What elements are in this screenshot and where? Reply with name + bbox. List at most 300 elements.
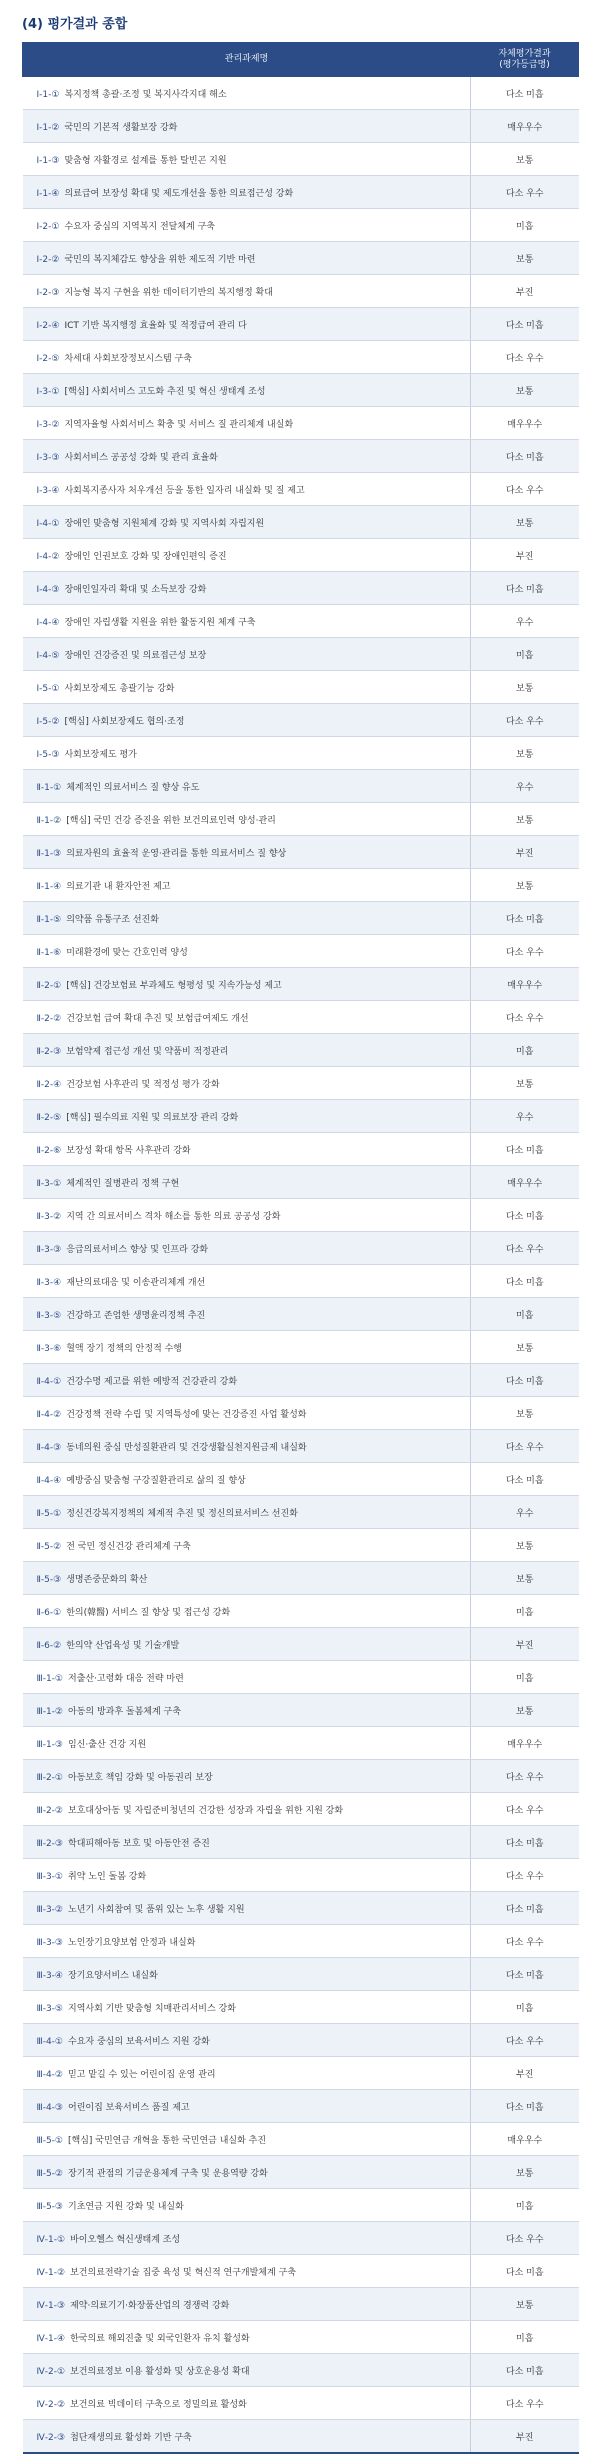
task-code: Ⅱ-3-④ (36, 1277, 62, 1288)
task-name: [핵심] 건강보험료 부과체도 형평성 및 지속가능성 제고 (66, 980, 282, 991)
grade-cell: 부진 (471, 1628, 579, 1661)
task-cell (23, 110, 471, 143)
task-cell (23, 1892, 471, 1925)
task-name: ICT 기반 복지행정 효율화 및 적정급여 관리 다 (64, 320, 247, 331)
task-cell (23, 2420, 471, 2454)
task-name: 바이오헬스 혁신생태계 조성 (70, 2234, 181, 2245)
table-row (23, 2090, 579, 2123)
task-cell (23, 1793, 471, 1826)
task-cell (23, 770, 471, 803)
table-row (23, 1331, 579, 1364)
task-cell (23, 737, 471, 770)
task-cell (23, 2321, 471, 2354)
task-name: 정신건강복지정책의 체계적 추진 및 정신의료서비스 선진화 (66, 1508, 298, 1519)
grade-cell: 미흡 (471, 1298, 579, 1331)
table-row (23, 1100, 579, 1133)
task-code: Ⅱ-3-⑤ (36, 1310, 62, 1321)
task-code: Ⅲ-1-① (36, 1673, 63, 1684)
table-row (23, 1463, 579, 1496)
task-name: 보호대상아동 및 자립준비청년의 건강한 성장과 자립을 위한 지원 강화 (68, 1805, 344, 1816)
task-cell (23, 2255, 471, 2288)
task-cell (23, 1067, 471, 1100)
table-row (23, 2024, 579, 2057)
task-cell (23, 572, 471, 605)
task-name: 보건의료정보 이용 활성화 및 상호운용성 확대 (70, 2366, 250, 2377)
task-name: 응급의료서비스 향상 및 인프라 강화 (66, 1244, 209, 1255)
task-name: 보건의료전략기술 집중 육성 및 혁신적 연구개발체계 구축 (70, 2267, 296, 2278)
grade-cell: 보통 (471, 2288, 579, 2321)
task-name: 한국의료 해외진출 및 외국인환자 유치 활성화 (70, 2333, 250, 2344)
task-cell (23, 638, 471, 671)
grade-cell: 다소 미흡 (471, 1133, 579, 1166)
table-row (23, 2123, 579, 2156)
table-row (23, 1166, 579, 1199)
task-code: Ⅳ-1-① (36, 2234, 66, 2245)
table-row (23, 275, 579, 308)
table-row (23, 2255, 579, 2288)
table-row (23, 2288, 579, 2321)
task-code: Ⅰ-3-② (36, 419, 60, 430)
grade-cell: 다소 미흡 (471, 2090, 579, 2123)
task-name: 건강보험 사후관리 및 적정성 평가 강화 (66, 1079, 220, 1090)
task-code: Ⅱ-1-④ (36, 881, 62, 892)
table-row (23, 2321, 579, 2354)
task-code: Ⅲ-2-② (36, 1805, 63, 1816)
task-cell (23, 1166, 471, 1199)
grade-cell: 미흡 (471, 2321, 579, 2354)
table-row (23, 2387, 579, 2420)
grade-cell: 보통 (471, 242, 579, 275)
task-code: Ⅱ-3-① (36, 1178, 62, 1189)
task-code: Ⅳ-2-② (36, 2399, 66, 2410)
task-code: Ⅰ-1-④ (36, 188, 60, 199)
task-name: 동네의원 중심 만성질환관리 및 건강생활실천지원금제 내실화 (66, 1442, 307, 1453)
grade-cell: 미흡 (471, 1595, 579, 1628)
task-code: Ⅱ-2-① (36, 980, 62, 991)
task-name: 제약·의료기기·화장품산업의 경쟁력 강화 (70, 2300, 230, 2311)
task-code: Ⅰ-5-③ (36, 749, 60, 760)
task-name: 예방중심 맞춤형 구강질환관리로 삶의 질 향상 (66, 1475, 246, 1486)
grade-cell: 보통 (471, 374, 579, 407)
table-row (23, 176, 579, 209)
table-row (23, 572, 579, 605)
task-code: Ⅲ-3-② (36, 1904, 63, 1915)
task-cell (23, 440, 471, 473)
task-code: Ⅱ-1-③ (36, 848, 62, 859)
task-cell (23, 1397, 471, 1430)
task-code: Ⅰ-1-② (36, 122, 60, 133)
grade-cell: 보통 (471, 2156, 579, 2189)
grade-cell: 부진 (471, 539, 579, 572)
table-row (23, 902, 579, 935)
task-name: 전 국민 정신건강 관리체계 구축 (66, 1541, 191, 1552)
task-code: Ⅱ-4-② (36, 1409, 62, 1420)
task-code: Ⅲ-3-③ (36, 1937, 63, 1948)
grade-cell: 다소 미흡 (471, 1826, 579, 1859)
table-row (23, 110, 579, 143)
grade-cell: 보통 (471, 737, 579, 770)
task-cell (23, 176, 471, 209)
task-cell (23, 1463, 471, 1496)
table-row (23, 605, 579, 638)
task-code: Ⅲ-1-③ (36, 1739, 63, 1750)
task-code: Ⅳ-1-④ (36, 2333, 66, 2344)
table-row (23, 2189, 579, 2222)
table-row (23, 1562, 579, 1595)
task-cell (23, 2156, 471, 2189)
task-code: Ⅲ-4-③ (36, 2102, 63, 2113)
task-name: 장애인 인권보호 강화 및 장애인편익 증진 (64, 551, 227, 562)
evaluation-results-table (22, 42, 579, 2454)
task-name: 사회서비스 공공성 강화 및 관리 효율화 (64, 452, 218, 463)
task-code: Ⅱ-4-① (36, 1376, 62, 1387)
task-code: Ⅲ-5-③ (36, 2201, 63, 2212)
table-row (23, 737, 579, 770)
task-cell (23, 836, 471, 869)
grade-cell: 다소 미흡 (471, 2255, 579, 2288)
grade-cell: 다소 우수 (471, 1859, 579, 1892)
task-name: 혈액 장기 정책의 안정적 수행 (66, 1343, 183, 1354)
table-row (23, 1034, 579, 1067)
task-cell (23, 605, 471, 638)
grade-cell: 다소 우수 (471, 1925, 579, 1958)
task-code: Ⅰ-4-③ (36, 584, 60, 595)
task-cell (23, 308, 471, 341)
grade-cell: 미흡 (471, 1034, 579, 1067)
grade-cell: 다소 우수 (471, 2387, 579, 2420)
task-code: Ⅱ-5-② (36, 1541, 62, 1552)
task-name: 의료기관 내 환자안전 제고 (66, 881, 171, 892)
grade-cell: 매우우수 (471, 968, 579, 1001)
task-code: Ⅱ-6-① (36, 1607, 62, 1618)
task-name: 아동보호 책임 강화 및 아동권리 보장 (68, 1772, 213, 1783)
task-cell (23, 1199, 471, 1232)
task-cell (23, 1298, 471, 1331)
table-row (23, 1067, 579, 1100)
grade-cell: 부진 (471, 2057, 579, 2090)
grade-cell: 미흡 (471, 209, 579, 242)
task-name: 저출산·고령화 대응 전략 마련 (68, 1673, 184, 1684)
task-code: Ⅱ-2-⑥ (36, 1145, 62, 1156)
task-name: 건강보험 급여 확대 추진 및 보험급여제도 개선 (66, 1013, 249, 1024)
task-cell (23, 2057, 471, 2090)
table-row (23, 308, 579, 341)
task-cell (23, 1694, 471, 1727)
task-cell (23, 1364, 471, 1397)
table-row (23, 341, 579, 374)
task-cell (23, 1100, 471, 1133)
grade-cell: 다소 우수 (471, 1430, 579, 1463)
table-row (23, 539, 579, 572)
grade-cell: 우수 (471, 1496, 579, 1529)
task-name: 장애인 자립생활 지원을 위한 활동지원 체계 구축 (64, 617, 256, 628)
task-cell (23, 1265, 471, 1298)
task-code: Ⅲ-4-① (36, 2036, 63, 2047)
grade-cell: 다소 미흡 (471, 2354, 579, 2387)
task-code: Ⅰ-4-④ (36, 617, 60, 628)
task-cell (23, 1034, 471, 1067)
task-code: Ⅱ-1-① (36, 782, 62, 793)
task-cell (23, 407, 471, 440)
task-cell (23, 473, 471, 506)
table-row (23, 2222, 579, 2255)
task-code: Ⅰ-3-① (36, 386, 60, 397)
task-cell (23, 1430, 471, 1463)
task-name: 보장성 확대 항목 사후관리 강화 (66, 1145, 191, 1156)
task-code: Ⅰ-2-③ (36, 287, 60, 298)
task-code: Ⅳ-2-① (36, 2366, 66, 2377)
table-row (23, 1199, 579, 1232)
grade-cell: 다소 미흡 (471, 1958, 579, 1991)
table-row (23, 77, 579, 110)
grade-header-line1: 자체평가결과 (498, 48, 551, 59)
task-code: Ⅰ-1-① (36, 89, 60, 100)
task-name: [핵심] 국민연금 개혁을 통한 국민연금 내실화 추진 (68, 2135, 267, 2146)
task-name: 사회복지종사자 처우개선 등을 통한 일자리 내실화 및 질 제고 (64, 485, 305, 496)
table-body (23, 77, 579, 2454)
task-code: Ⅰ-1-③ (36, 155, 60, 166)
task-name: 지역 간 의료서비스 격차 해소를 통한 의료 공공성 강화 (66, 1211, 281, 1222)
table-row (23, 473, 579, 506)
table-row (23, 1991, 579, 2024)
task-cell (23, 2288, 471, 2321)
table-row (23, 1529, 579, 1562)
table-row (23, 1298, 579, 1331)
task-name: 건강하고 존엄한 생명윤리정책 추진 (66, 1310, 206, 1321)
task-code: Ⅱ-3-⑥ (36, 1343, 62, 1354)
task-name: 맞춤형 자활경로 설계를 통한 탈빈곤 지원 (64, 155, 227, 166)
task-code: Ⅲ-2-① (36, 1772, 63, 1783)
task-cell (23, 539, 471, 572)
table-row (23, 803, 579, 836)
task-cell (23, 2024, 471, 2057)
task-cell (23, 704, 471, 737)
task-cell (23, 242, 471, 275)
task-cell (23, 1133, 471, 1166)
task-name: 취약 노인 돌봄 강화 (68, 1871, 147, 1882)
table-row (23, 1925, 579, 1958)
grade-cell: 매우우수 (471, 1166, 579, 1199)
task-name: 어린이집 보육서비스 품질 제고 (68, 2102, 190, 2113)
grade-cell: 다소 미흡 (471, 440, 579, 473)
task-cell (23, 209, 471, 242)
grade-cell: 다소 우수 (471, 2222, 579, 2255)
task-code: Ⅲ-1-② (36, 1706, 63, 1717)
task-name: 의약품 유통구조 선진화 (66, 914, 159, 925)
table-row (23, 1958, 579, 1991)
task-name: 의료자원의 효율적 운영·관리를 통한 의료서비스 질 향상 (66, 848, 287, 859)
table-row (23, 209, 579, 242)
grade-cell: 매우우수 (471, 110, 579, 143)
task-name: 장기적 관점의 기금운용체계 구축 및 운용역량 강화 (68, 2168, 268, 2179)
task-name: 장애인일자리 확대 및 소득보장 강화 (64, 584, 207, 595)
grade-cell: 우수 (471, 1100, 579, 1133)
grade-cell: 미흡 (471, 1991, 579, 2024)
task-code: Ⅱ-5-③ (36, 1574, 62, 1585)
task-name: 임신·출산 건강 지원 (68, 1739, 147, 1750)
task-cell (23, 1661, 471, 1694)
task-code: Ⅱ-2-② (36, 1013, 62, 1024)
task-code: Ⅲ-3-⑤ (36, 2003, 63, 2014)
grade-cell: 부진 (471, 2420, 579, 2454)
task-code: Ⅰ-4-② (36, 551, 60, 562)
task-name: 지역자율형 사회서비스 확충 및 서비스 질 관리체계 내실화 (64, 419, 294, 430)
grade-cell: 다소 우수 (471, 1760, 579, 1793)
grade-cell: 다소 우수 (471, 2024, 579, 2057)
table-row (23, 2420, 579, 2454)
task-name: 재난의료대응 및 이송관리체계 개선 (66, 1277, 206, 1288)
table-row (23, 1397, 579, 1430)
grade-cell: 다소 미흡 (471, 1463, 579, 1496)
task-code: Ⅳ-2-③ (36, 2432, 66, 2443)
task-code: Ⅲ-4-② (36, 2069, 63, 2080)
task-name: 차세대 사회보장정보시스템 구축 (64, 353, 192, 364)
task-name: 국민의 복지체감도 향상을 위한 제도적 기반 마련 (64, 254, 256, 265)
grade-cell: 다소 우수 (471, 1793, 579, 1826)
table-row (23, 1859, 579, 1892)
task-name: 보건의료 빅데이터 구축으로 정밀의료 활성화 (70, 2399, 247, 2410)
task-name: 체계적인 질병관리 정책 구현 (66, 1178, 180, 1189)
table-row (23, 1628, 579, 1661)
task-name: 한의약 산업육성 및 기술개발 (66, 1640, 180, 1651)
task-cell (23, 1826, 471, 1859)
grade-cell: 보통 (471, 143, 579, 176)
task-code: Ⅰ-4-① (36, 518, 60, 529)
grade-cell: 우수 (471, 770, 579, 803)
grade-cell: 다소 우수 (471, 1232, 579, 1265)
task-name: 노년기 사회참여 및 품위 있는 노후 생활 지원 (68, 1904, 245, 1915)
grade-cell: 보통 (471, 1529, 579, 1562)
task-code: Ⅰ-4-⑤ (36, 650, 60, 661)
task-name: 사회보장제도 총괄기능 강화 (64, 683, 175, 694)
grade-cell: 다소 미흡 (471, 308, 579, 341)
task-name: 복지정책 총괄·조정 및 복지사각지대 해소 (64, 89, 227, 100)
task-code: Ⅰ-5-① (36, 683, 60, 694)
task-cell (23, 1991, 471, 2024)
task-cell (23, 374, 471, 407)
table-row (23, 638, 579, 671)
task-cell (23, 1496, 471, 1529)
task-code: Ⅱ-4-③ (36, 1442, 62, 1453)
table-row (23, 869, 579, 902)
grade-header (471, 43, 579, 77)
task-cell (23, 1859, 471, 1892)
task-cell (23, 869, 471, 902)
task-cell (23, 1595, 471, 1628)
task-name: 사회보장제도 평가 (64, 749, 137, 760)
task-code: Ⅱ-3-② (36, 1211, 62, 1222)
task-name: 수요자 중심의 지역복지 전달체계 구축 (64, 221, 216, 232)
grade-cell: 다소 미흡 (471, 902, 579, 935)
task-code: Ⅲ-5-① (36, 2135, 63, 2146)
table-row (23, 836, 579, 869)
table-row (23, 440, 579, 473)
task-code: Ⅱ-2-④ (36, 1079, 62, 1090)
grade-cell: 다소 미흡 (471, 1265, 579, 1298)
task-code: Ⅲ-3-① (36, 1871, 63, 1882)
task-name: 노인장기요양보험 안정과 내실화 (68, 1937, 196, 1948)
grade-cell: 다소 우수 (471, 704, 579, 737)
task-cell (23, 935, 471, 968)
task-cell (23, 968, 471, 1001)
table-row (23, 968, 579, 1001)
grade-cell: 다소 미흡 (471, 572, 579, 605)
task-cell (23, 1628, 471, 1661)
task-name: 믿고 맡길 수 있는 어린이집 운영 관리 (68, 2069, 216, 2080)
task-code: Ⅱ-6-② (36, 1640, 62, 1651)
table-row (23, 143, 579, 176)
table-row (23, 935, 579, 968)
grade-cell: 다소 미흡 (471, 1892, 579, 1925)
task-code: Ⅰ-2-④ (36, 320, 60, 331)
grade-cell: 미흡 (471, 638, 579, 671)
grade-cell: 다소 우수 (471, 1001, 579, 1034)
grade-cell: 보통 (471, 671, 579, 704)
task-name-header: 관리과제명 (23, 43, 471, 77)
task-code: Ⅱ-3-③ (36, 1244, 62, 1255)
task-cell (23, 2354, 471, 2387)
task-cell (23, 143, 471, 176)
table-row (23, 1661, 579, 1694)
task-cell (23, 1529, 471, 1562)
task-code: Ⅰ-2-② (36, 254, 60, 265)
task-name: 수요자 중심의 보육서비스 지원 강화 (68, 2036, 210, 2047)
task-cell (23, 1958, 471, 1991)
task-code: Ⅱ-1-⑥ (36, 947, 62, 958)
task-name: 장애인 건강증진 및 의료접근성 보장 (64, 650, 207, 661)
task-cell (23, 2123, 471, 2156)
task-cell (23, 1001, 471, 1034)
grade-cell: 다소 우수 (471, 341, 579, 374)
table-row (23, 671, 579, 704)
grade-cell: 미흡 (471, 2189, 579, 2222)
table-row (23, 407, 579, 440)
grade-cell: 보통 (471, 1562, 579, 1595)
grade-cell: 미흡 (471, 1661, 579, 1694)
table-header (23, 43, 579, 77)
task-code: Ⅱ-4-④ (36, 1475, 62, 1486)
grade-cell: 보통 (471, 869, 579, 902)
task-name: 의료급여 보장성 확대 및 제도개선을 통한 의료접근성 강화 (64, 188, 294, 199)
task-name: 건강수명 제고를 위한 예방적 건강관리 강화 (66, 1376, 238, 1387)
task-name: 체계적인 의료서비스 질 향상 유도 (66, 782, 200, 793)
grade-cell: 보통 (471, 1067, 579, 1100)
task-cell (23, 341, 471, 374)
grade-cell: 보통 (471, 1397, 579, 1430)
task-name: [핵심] 사회보장제도 협의·조정 (64, 716, 185, 727)
task-code: Ⅰ-2-① (36, 221, 60, 232)
grade-cell: 매우우수 (471, 1727, 579, 1760)
grade-cell: 보통 (471, 506, 579, 539)
section-title: (4) 평가결과 종합 (22, 17, 128, 32)
task-name: 첨단재생의료 활성화 기반 구축 (70, 2432, 192, 2443)
task-cell (23, 2387, 471, 2420)
task-cell (23, 2189, 471, 2222)
task-name: [핵심] 국민 건강 증진을 위한 보건의료인력 양성·관리 (66, 815, 276, 826)
task-code: Ⅰ-2-⑤ (36, 353, 60, 364)
task-cell (23, 803, 471, 836)
grade-cell: 다소 우수 (471, 473, 579, 506)
task-cell (23, 1727, 471, 1760)
task-cell (23, 671, 471, 704)
task-cell (23, 1331, 471, 1364)
table-row (23, 1496, 579, 1529)
task-name: 한의(韓醫) 서비스 질 향상 및 접근성 강화 (66, 1607, 231, 1618)
grade-cell: 부진 (471, 836, 579, 869)
task-cell (23, 1925, 471, 1958)
table-row (23, 1892, 579, 1925)
table-row (23, 1133, 579, 1166)
